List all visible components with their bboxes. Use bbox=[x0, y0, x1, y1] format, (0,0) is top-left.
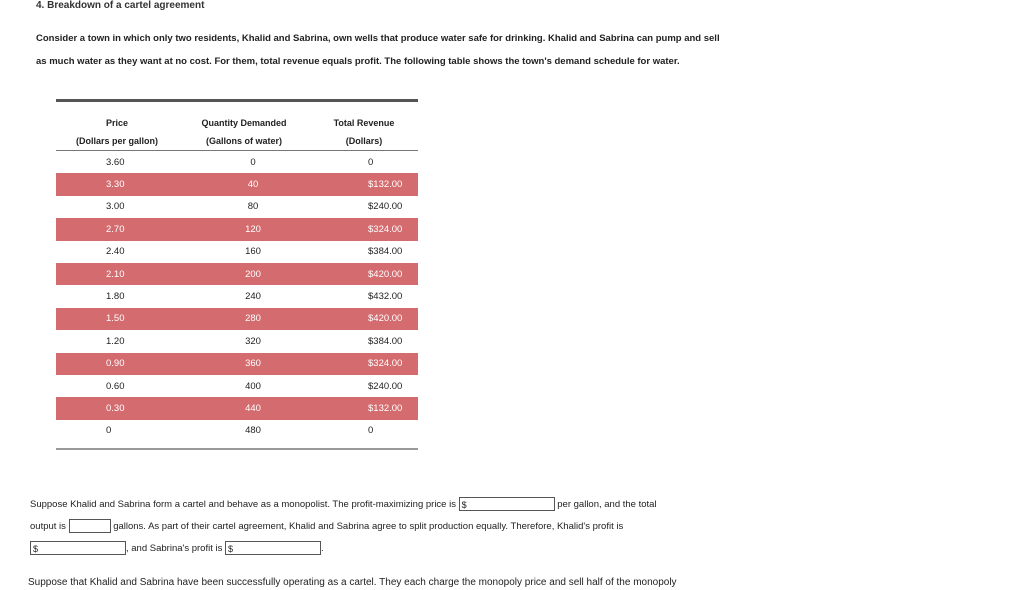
question-text-5: , and Sabrina's profit is bbox=[126, 543, 223, 554]
price-cell: 0.90 bbox=[56, 353, 178, 375]
sabrina-profit-input[interactable] bbox=[225, 541, 321, 555]
question-text-1: Suppose Khalid and Sabrina form a cartel and behave as a monopolist. The profit-maximizing price is bbox=[30, 499, 456, 510]
cartel-question bbox=[30, 494, 820, 560]
price-cell: 0.30 bbox=[56, 397, 178, 419]
header-revenue: Total Revenue bbox=[333, 117, 395, 128]
revenue-cell: $384.00 bbox=[368, 335, 403, 347]
table-row bbox=[56, 308, 418, 330]
question-text-3: output is bbox=[30, 521, 66, 532]
revenue-cell: 0 bbox=[368, 425, 374, 437]
question-text-4: gallons. As part of their cartel agreement, Khalid and Sabrina agree to split production equally. Therefore, Khalid's profit is bbox=[113, 521, 624, 532]
quantity-cell: 40 bbox=[178, 173, 310, 195]
price-input[interactable] bbox=[459, 497, 555, 511]
quantity-cell: 400 bbox=[245, 380, 261, 392]
header-revenue-unit: (Dollars) bbox=[310, 132, 418, 151]
revenue-cell: $420.00 bbox=[310, 308, 418, 330]
quantity-cell: 360 bbox=[178, 353, 310, 375]
section-heading: 4. Breakdown of a cartel agreement bbox=[36, 0, 205, 11]
header-price: Price bbox=[105, 117, 129, 128]
price-currency-prefix: $ bbox=[461, 500, 467, 511]
price-cell: 3.60 bbox=[106, 156, 125, 168]
demand-schedule-table bbox=[56, 99, 418, 450]
quantity-cell: 320 bbox=[245, 335, 261, 347]
price-cell: 3.00 bbox=[106, 201, 125, 213]
table-row bbox=[56, 151, 418, 174]
price-cell: 2.40 bbox=[106, 246, 125, 258]
revenue-cell: $240.00 bbox=[368, 380, 403, 392]
revenue-cell: $420.00 bbox=[310, 263, 418, 285]
output-input[interactable] bbox=[69, 519, 111, 533]
quantity-cell: 160 bbox=[245, 246, 261, 258]
header-quantity: Quantity Demanded bbox=[201, 117, 287, 128]
price-cell: 2.70 bbox=[56, 218, 178, 240]
table-row bbox=[56, 241, 418, 263]
price-cell: 0 bbox=[106, 425, 112, 437]
table-row bbox=[56, 285, 418, 307]
quantity-cell: 80 bbox=[247, 201, 259, 213]
next-question-text: Suppose that Khalid and Sabrina have been successfully operating as a cartel. They each charge the monopoly price and sell half of the monopoly bbox=[28, 577, 677, 588]
table-row bbox=[56, 375, 418, 397]
quantity-cell: 440 bbox=[178, 397, 310, 419]
price-cell: 1.80 bbox=[106, 291, 125, 303]
khalid-profit-input[interactable] bbox=[30, 541, 126, 555]
price-cell: 1.50 bbox=[56, 308, 178, 330]
intro-line-2: as much water as they want at no cost. For them, total revenue equals profit. The following table shows the town's demand schedule for water. bbox=[36, 56, 680, 67]
table-row bbox=[56, 196, 418, 218]
table-row bbox=[56, 420, 418, 442]
revenue-cell: $240.00 bbox=[368, 201, 403, 213]
header-price-unit: (Dollars per gallon) bbox=[56, 132, 178, 151]
revenue-cell: $132.00 bbox=[310, 173, 418, 195]
price-cell: 0.60 bbox=[106, 380, 125, 392]
table-row bbox=[56, 397, 418, 419]
revenue-cell: $384.00 bbox=[368, 246, 403, 258]
price-cell: 1.20 bbox=[106, 335, 125, 347]
revenue-cell: $324.00 bbox=[310, 353, 418, 375]
quantity-cell: 0 bbox=[250, 156, 256, 168]
question-text-2: per gallon, and the total bbox=[557, 499, 657, 510]
revenue-cell: $132.00 bbox=[310, 397, 418, 419]
table-row bbox=[56, 218, 418, 240]
table-bottom-rule bbox=[56, 448, 418, 450]
quantity-cell: 480 bbox=[245, 425, 261, 437]
quantity-cell: 240 bbox=[245, 291, 261, 303]
revenue-cell: 0 bbox=[368, 156, 374, 168]
revenue-cell: $324.00 bbox=[310, 218, 418, 240]
price-cell: 2.10 bbox=[56, 263, 178, 285]
question-text-6: . bbox=[320, 543, 324, 554]
price-cell: 3.30 bbox=[56, 173, 178, 195]
khalid-currency-prefix: $ bbox=[33, 544, 39, 555]
table-row bbox=[56, 330, 418, 352]
table-row bbox=[56, 263, 418, 285]
sabrina-currency-prefix: $ bbox=[227, 544, 233, 555]
quantity-cell: 200 bbox=[178, 263, 310, 285]
header-quantity-unit: (Gallons of water) bbox=[178, 132, 310, 151]
quantity-cell: 280 bbox=[178, 308, 310, 330]
table-row bbox=[56, 353, 418, 375]
intro-line-1: Consider a town in which only two residents, Khalid and Sabrina, own wells that produce water safe for drinking. Khalid and Sabrina can pump and sell bbox=[36, 33, 720, 44]
quantity-cell: 120 bbox=[178, 218, 310, 240]
table-row bbox=[56, 173, 418, 195]
intro-text bbox=[36, 27, 836, 73]
revenue-cell: $432.00 bbox=[368, 291, 403, 303]
